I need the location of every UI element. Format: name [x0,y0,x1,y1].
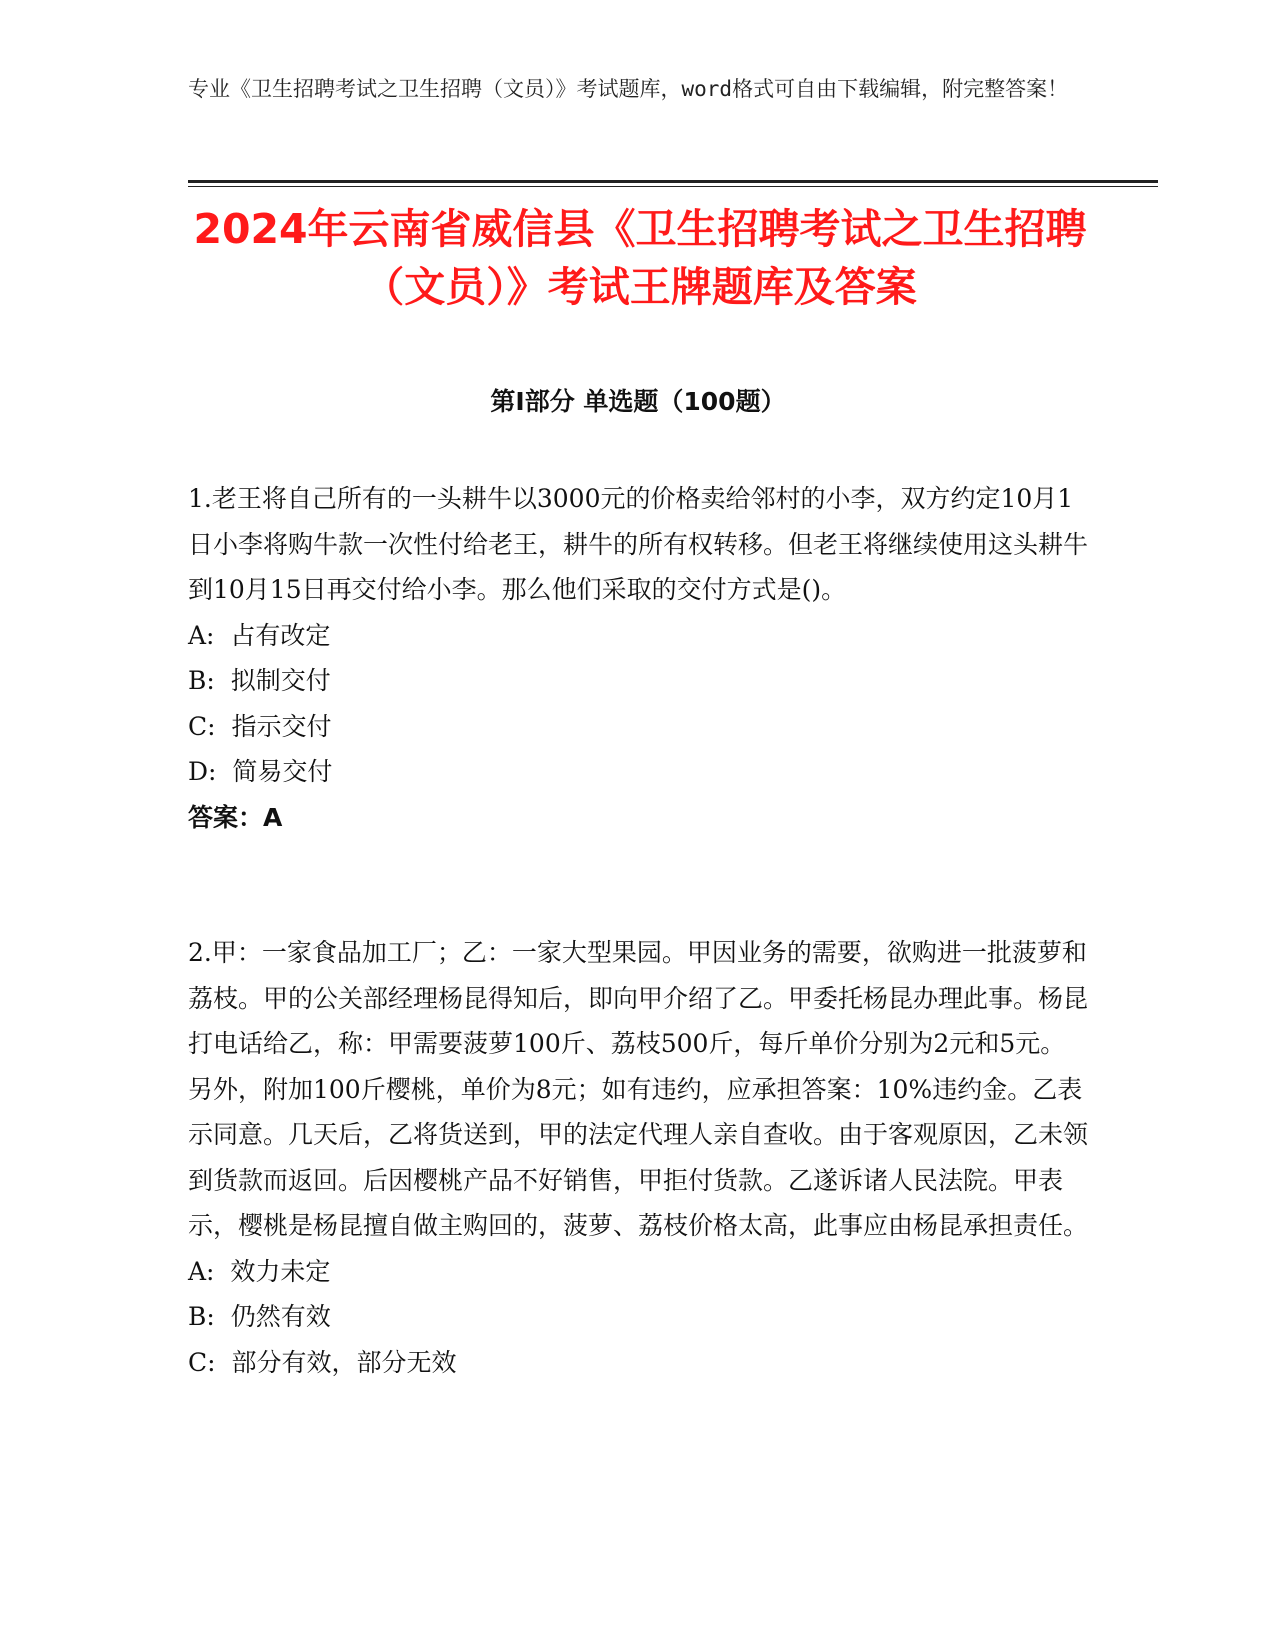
option-c: C: 部分有效，部分无效 [188,1347,457,1377]
option-a: A: 效力未定 [188,1256,331,1286]
option-b: B: 仍然有效 [188,1302,331,1331]
header-note: 专业《卫生招聘考试之卫生招聘（文员）》考试题库，word格式可自由下载编辑，附完整答案！ [188,77,1069,101]
header-rule-thick [188,180,1158,183]
question-1 [188,476,1088,840]
option-a: A: 占有改定 [188,620,331,650]
option-c: C: 指示交付 [188,711,332,741]
option-d: D: 简易交付 [188,757,333,786]
document-title: 2024年云南省威信县《卫生招聘考试之卫生招聘（文员）》考试王牌题库及答案 [193,205,1087,311]
section-heading: 第Ⅰ部分 单选题（100题） [490,387,786,416]
question-stem: 1.老王将自己所有的一头耕牛以3000元的价格卖给邻村的小李，双方约定10月1日小李将购牛款一次性付给老王，耕牛的所有权转移。但老王将继续使用这头耕牛到10月15日再交付给小李。那么他们采取的交付方式是()。 [188,484,1089,604]
question-2 [188,930,1088,1385]
question-stem: 2.甲：一家食品加工厂；乙：一家大型果园。甲因业务的需要，欲购进一批菠萝和荔枝。甲的公关部经理杨昆得知后，即向甲介绍了乙。甲委托杨昆办理此事。杨昆打电话给乙，称：甲需要菠萝100斤、荔枝500斤，每斤单价分别为2元和5元。另外，附加100斤樱桃，单价为8元；如有违约，应承担答案：10%违约金。乙表示同意。几天后，乙将货送到，甲的法定代理人亲自查收。由于客观原因，乙未领到货款而返回。后因樱桃产品不好销售，甲拒付货款。乙遂诉诸人民法院。甲表示，樱桃是杨昆擅自做主购回的，菠萝、荔枝价格太高，此事应由杨昆承担责任。 [188,938,1089,1240]
answer-line: 答案：A [188,802,283,832]
option-b: B: 拟制交付 [188,666,331,695]
header-rule-thin [188,186,1158,187]
